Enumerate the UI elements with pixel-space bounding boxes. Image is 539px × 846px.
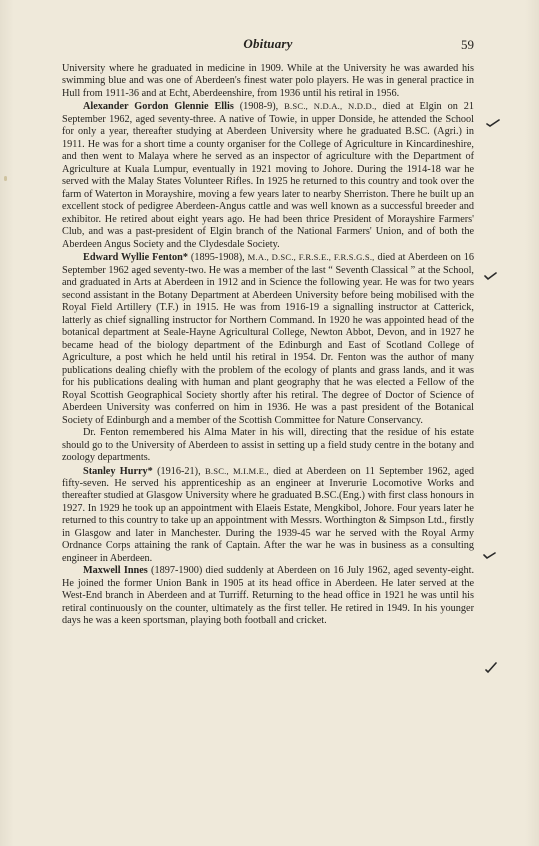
paragraph-text: University where he graduated in medicine in 1909. While at the University he was awarded his swimming blue and was one of Aberdeen's finest water polo players. He was in general practice in Hull from 1911-36 and at Echt, Aberdeenshire, from 1936 until his retiral in 1956. xyxy=(62,63,474,99)
obituary-entry-fenton-continued xyxy=(62,427,474,464)
obituary-entry-ellis xyxy=(62,100,474,251)
school-years: (1897-1900) xyxy=(147,565,203,577)
obituary-entry-fenton xyxy=(62,251,474,427)
degrees: M.A., D.SC., F.R.S.E., F.R.S.G.S., xyxy=(247,252,375,263)
person-name: Edward Wyllie Fenton* xyxy=(83,252,188,264)
school-years: (1895-1908), xyxy=(187,252,248,264)
pencil-tick-icon xyxy=(483,550,497,560)
paragraph-text: died at Elgin on 21 September 1962, aged seventy-three. A native of Towie, in upper Donside, he attended the School for only a year, thereafter studying at Aberdeen University where he graduated B.SC. (Agri.) in 1911. He was for a short time a county organiser for the College of Agriculture in Kincardineshire, and then went to Malaya where he served as an inspector of agriculture with the Department of Agriculture at Kuala Lumpur, eventually in 1921 moving to Johore. During the 1914-18 war he served with the Malay States Volunteer Rifles. In 1925 he returned to this country and took over the farm of Waterton in Morayshire, moving a few years later to nearby Sherriston. There he built up an excellent stock of pedigree Aberdeen-Angus cattle and was well known as a successful breeder and exhibitor. He retired about eight years ago. He had been thrice President of Morayshire Farmers' Club, and was a past-president of Elgin branch of the National Farmers' Union, and of both the Aberdeen Angus Society and the Clydesdale Society. xyxy=(62,101,475,250)
obituary-entry-innes xyxy=(62,565,474,627)
pencil-tick-icon xyxy=(486,118,500,128)
paragraph-text: Dr. Fenton remembered his Alma Mater in his will, directing that the residue of his estate should go to the University of Aberdeen to assist in setting up a field study centre in the botany and zoology departments. xyxy=(62,427,474,464)
page-header xyxy=(62,36,474,54)
school-years: (1916-21), xyxy=(152,465,205,477)
paragraph-text: died at Aberdeen on 16 September 1962 aged seventy-two. He was a member of the last “ Seventh Classical ” at the School, and graduated in Arts at Aberdeen in 1912 and in Science the following year. He was for two years second assistant in the Botany Department at Aberdeen University before being mobilised with the Royal Field Artillery (T.F.) in 1915. He was from 1916-19 a signalling instructor at Catterick, latterly as chief signalling instructor for Northern Command. In 1920 he was appointed head of the botanical department at Seale-Hayne Agricultural College, Newton Abbot, Devon, and in 1927 he became head of the biology department of the Edinburgh and East of Scotland College of Agriculture, a post which he held until his retiral in 1954. Dr. Fenton was the author of many publications dealing chiefly with the problem of the ecology of plants and grass lands, and it was for his publications dealing with human and plant geography that he was elected a Fellow of the Royal Scottish Geographical Society shortly after his retiral. The degree of Doctor of Science of Aberdeen University was conferred on him in 1936. He was a past president of the Botanical Society of Edinburgh and a member of the Scottish Committee for Nature Conservancy. xyxy=(62,252,475,426)
page-number: 59 xyxy=(461,37,474,52)
paragraph-text: died suddenly at Aberdeen on 16 July 1962, aged seventy-eight. He joined the former Union Bank in 1905 at its head office in Aberdeen. He later served at the West-End branch in Aberdeen and at Turriff. Returning to the head office in 1921 he was until his retiral continuously on the counter, ultimately as the first teller. He retired in 1949. In his younger days he was a keen sportsman, playing both football and cricket. xyxy=(62,565,475,627)
running-title: Obituary xyxy=(243,36,293,51)
paper-speck xyxy=(4,176,7,181)
school-years: (1908-9), xyxy=(233,101,285,113)
pencil-tick-icon xyxy=(484,271,498,281)
continued-paragraph xyxy=(62,63,474,100)
person-name: Stanley Hurry* xyxy=(83,465,153,477)
obituary-entry-hurry xyxy=(62,465,474,566)
person-name: Alexander Gordon Glennie Ellis xyxy=(83,101,234,113)
obituary-text xyxy=(62,63,474,628)
degrees: B.SC., M.I.M.E., xyxy=(204,465,269,476)
person-name: Maxwell Innes xyxy=(83,565,148,577)
paragraph-text: died at Aberdeen on 11 September 1962, aged fifty-seven. He served his apprenticeship as an engineer at Inverurie Locomotive Works and thereafter studied at Glasgow University where he graduated B.SC.(Eng.) with first class honours in 1927. In 1929 he took up an appointment with Elaeis Estate, Mengkibol, Johore. Four years later he returned to this country to take up an appointment with Messrs. Worthington & Simpson Ltd., firstly in Glasgow and later in Manchester. During the 1939-45 war he served with the Royal Army Ordnance Corps attaining the rank of Captain. After the war he was in business as a consulting engineer in Aberdeen. xyxy=(62,465,474,564)
degrees: B.SC., N.D.A., N.D.D., xyxy=(284,101,377,112)
pencil-tick-icon xyxy=(484,662,498,672)
